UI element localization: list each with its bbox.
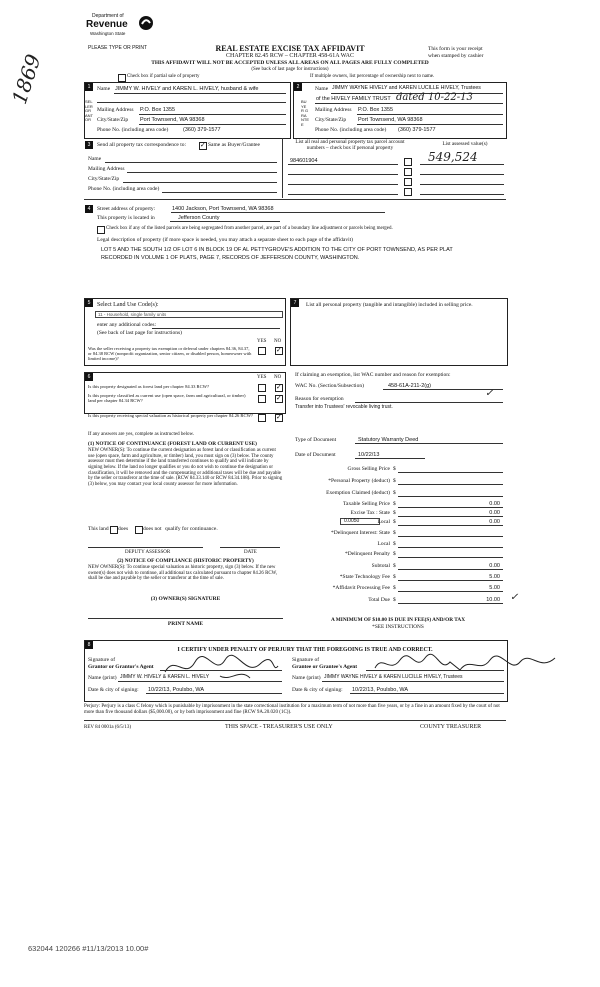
legal-label: Legal description of property (if more space is needed, you may attach a separate sheet to each page of the affidavit)	[97, 237, 353, 243]
notice-2-title: (2) NOTICE OF COMPLIANCE (HISTORIC PROPERTY)	[117, 558, 254, 564]
date-doc[interactable]: 10/22/13	[358, 452, 380, 458]
parcel-personal-checkbox-4[interactable]	[404, 188, 412, 196]
no-header-6: NO	[274, 375, 282, 380]
does-label: does	[118, 526, 129, 532]
treasurer-space: THIS SPACE - TREASURER'S USE ONLY	[225, 724, 333, 730]
grantee-date-label: Date & city of signing:	[292, 687, 343, 693]
date-doc-label: Date of Document	[295, 452, 336, 458]
land-use-select[interactable]: 11 - Household, single family units	[95, 311, 283, 318]
corr-city-label: City/State/Zip	[88, 176, 120, 182]
deputy-assessor-label: DEPUTY ASSESSOR	[125, 550, 171, 555]
segregated-checkbox[interactable]	[97, 226, 105, 234]
certify-statement: I CERTIFY UNDER PENALTY OF PERJURY THAT THE FOREGOING IS TRUE AND CORRECT.	[177, 647, 433, 653]
dollar-7: $	[393, 530, 396, 536]
form-chapter: CHAPTER 82.45 RCW – CHAPTER 458-61A WAC	[226, 53, 354, 59]
buyer-name-2[interactable]: of the HIVELY FAMILY TRUST	[316, 96, 391, 102]
partial-sale-checkbox[interactable]	[118, 74, 126, 82]
dollar-8: $	[393, 541, 396, 547]
does-checkbox[interactable]	[110, 526, 118, 534]
state-text: Washington State	[90, 31, 126, 36]
minimum-note: A MINIMUM OF $10.00 IS DUE IN FEE(S) AND/OR TAX	[330, 617, 466, 623]
grantor-sig-label: Signature of	[88, 657, 116, 663]
this-land-label: This land	[88, 526, 109, 532]
local-tax[interactable]: 0.00	[489, 519, 500, 525]
personal-deduct-label: *Personal Property (deduct)	[328, 478, 390, 484]
multiple-owners-note: If multiple owners, list percentage of ownership next to name.	[310, 74, 435, 79]
dollar-1: $	[393, 466, 396, 472]
type-doc[interactable]: Statutory Warranty Deed	[358, 437, 419, 443]
local-rate[interactable]: 0.0050	[340, 518, 380, 525]
legal-description[interactable]: LOT 5 AND THE SOUTH 1/2 OF LOT 6 IN BLOCK 19 OF AL PETTYGROVE'S ADDITION TO THE CITY OF PORT TOWNSEND, AS PER PLAT RECORDED IN VOLUME 1 OF PLATS, PAGE 7, RECORDS OF JEFFERSON COUNTY, WASHINGTON.	[101, 247, 453, 261]
segregated-label: Check box if any of the listed parcels are being segregated from another parcel, are part of a boundary line adjustment or parcels being merged.	[106, 226, 393, 231]
seller-city[interactable]: Port Townsend, WA 98368	[140, 117, 205, 123]
total-due-label: Total Due	[368, 597, 390, 603]
section-1-number: 1	[85, 83, 93, 91]
see-back-5: (See back of last page for instructions)	[97, 330, 182, 336]
form-notice: THIS AFFIDAVIT WILL NOT BE ACCEPTED UNLESS ALL AREAS ON ALL PAGES ARE FULLY COMPLETED	[151, 60, 429, 66]
exemption-deduct-label: Exemption Claimed (deduct)	[326, 490, 390, 496]
land-use-label: Select Land Use Code(s):	[97, 302, 159, 308]
assessed-value[interactable]: 549,524	[428, 150, 478, 164]
personal-property-label: List all personal property (tangible and intangible) included in selling price.	[306, 302, 473, 308]
buyer-city-label: City/State/Zip	[315, 117, 347, 123]
open-space-yes-checkbox[interactable]	[258, 395, 266, 403]
dollar-10: $	[393, 563, 396, 569]
grantee-date-city[interactable]: 10/22/13, Poulsbo, WA	[352, 687, 409, 693]
delinquent-penalty-label: *Delinquent Penalty	[344, 551, 390, 557]
exemption-no-checkbox[interactable]	[275, 347, 283, 355]
seller-side-label: SELLER GRANTOR	[85, 99, 93, 123]
total-check-mark: ✓	[510, 592, 519, 603]
notice-2-text: NEW OWNER(S): To continue special valuation as historic property, sign (3) below. If the new owner(s) does not wish to continue, all additional tax calculated pursuant to chapter 84.26 RCW, shall be due and payable by the seller or transferor at the time of sale.	[88, 565, 278, 582]
receipt-note-2: when stamped by cashier	[428, 53, 484, 59]
open-space-no-checkbox[interactable]	[275, 395, 283, 403]
dollar-4: $	[393, 501, 396, 507]
grantor-date-label: Date & city of signing:	[88, 687, 139, 693]
affidavit-fee[interactable]: 5.00	[489, 585, 500, 591]
historic-no-checkbox[interactable]	[275, 414, 283, 422]
buyer-name-label: Name	[315, 86, 329, 92]
section-3-number: 3	[85, 141, 93, 149]
grantee-signature[interactable]	[370, 650, 560, 676]
see-back-instructions: (See back of last page for instructions)	[251, 67, 329, 72]
yes-header-6: YES	[257, 375, 267, 380]
local-label: Local	[377, 519, 390, 525]
notice-1-text: NEW OWNER(S): To continue the current designation as forest land or classification as current use (open space, farm and agriculture, or timber) land, you must sign on (3) below. The county assessor must then determine if the land transferred continues to qualify and will indicate by signing below. If the land no longer qualifies or you do not wish to continue the designation or classification, it will be removed and the compensating or additional taxes will be due and payable by the seller or transferor at the time of sale. (RCW 84.33.140 or RCW 84.34.108). Prior to signing (3) below, you may contact your local county assessor for more information.	[88, 448, 283, 487]
section-7-number: 7	[291, 299, 299, 307]
located-label: This property is located in	[97, 215, 155, 221]
reason-label: Reason for exemption	[295, 396, 344, 402]
street-label: Street address of property:	[97, 206, 156, 212]
please-type: PLEASE TYPE OR PRINT	[88, 45, 148, 51]
same-as-buyer-checkbox[interactable]	[199, 142, 207, 150]
wac-number[interactable]: 458-61A-211-2(g)	[388, 383, 432, 389]
seller-name-label: Name	[97, 86, 111, 92]
exemption-yes-checkbox[interactable]	[258, 347, 266, 355]
grantor-date-city[interactable]: 10/22/13, Poulsbo, WA	[148, 687, 205, 693]
corr-mailing-label: Mailing Address	[88, 166, 125, 172]
taxable-price[interactable]: 0.00	[489, 501, 500, 507]
historic-question: Is this property receiving special valuation as historical property per chapter 84.26 RCW?	[88, 413, 253, 418]
buyer-phone-label: Phone No. (including area code)	[315, 127, 387, 133]
parcel-personal-checkbox-3[interactable]	[404, 178, 412, 186]
dollar-3: $	[393, 490, 396, 496]
seller-city-label: City/State/Zip	[97, 117, 129, 123]
exemption-question: Was the seller receiving a property tax exemption or deferral under chapters 84.36, 84.37, or 84.38 RCW (nonprofit organization, senior citizen, or disabled person, homeowner with limited income)?	[88, 346, 252, 362]
forest-question: Is this property designated as forest land per chapter 84.33 RCW?	[88, 384, 210, 389]
form-title: REAL ESTATE EXCISE TAX AFFIDAVIT	[215, 44, 365, 53]
dollar-11: $	[393, 574, 396, 580]
affidavit-fee-label: *Affidavit Processing Fee	[332, 585, 390, 591]
grantee-agent-label: Grantee or Grantee's Agent	[292, 664, 358, 670]
buyer-city[interactable]: Port Townsend, WA 98368	[358, 117, 423, 123]
gross-price-label: Gross Selling Price	[347, 466, 390, 472]
taxable-price-label: Taxable Selling Price	[343, 501, 390, 507]
delinquent-local-label: Local	[377, 541, 390, 547]
section-4-number: 4	[85, 205, 93, 213]
assessed-header: List assessed value(s)	[442, 141, 488, 147]
street-address[interactable]: 1400 Jackson, Port Townsend, WA 98368	[172, 206, 274, 212]
excise-state-label: Excise Tax : State	[350, 510, 390, 516]
same-as-buyer-label: Same as Buyer/Grantee	[208, 142, 260, 148]
revenue-logo	[86, 14, 156, 42]
seller-phone-label: Phone No. (including area code)	[97, 127, 169, 133]
perjury-notice: Perjury: Perjury is a class C felony which is punishable by imprisonment in the state correctional institution for a maximum term of not more than five years, or by a fine in an amount fixed by the court of not more than five thousand dollars ($5,000.00), or by both imprisonment and fine (RCW 9A.20.020 (1C)).	[84, 704, 500, 715]
seller-phone[interactable]: (360) 379-1577	[183, 127, 221, 133]
owner-signature-label: (3) OWNER(S) SIGNATURE	[150, 596, 221, 602]
parcel-header: List all real and personal property tax parcel account numbers – check box if personal property	[295, 139, 405, 151]
dollar-9: $	[393, 551, 396, 557]
print-name-label: PRINT NAME	[167, 621, 204, 627]
section-6-number: 6	[85, 373, 93, 381]
section-2-number: 2	[294, 83, 302, 91]
grantee-name-label: Name (print)	[292, 675, 321, 681]
buyer-name[interactable]: JIMMY WAYNE HIVELY and KAREN LUCILLE HIVELY, Trustees	[332, 85, 481, 91]
delinquent-state-label: *Delinquent Interest: State	[331, 530, 390, 536]
seller-mailing-label: Mailing Address	[97, 107, 134, 113]
forest-yes-checkbox[interactable]	[258, 384, 266, 392]
subtotal-label: Subtotal	[371, 563, 390, 569]
type-doc-label: Type of Document	[295, 437, 337, 443]
total-due[interactable]: 10.00	[486, 597, 500, 603]
parcel-personal-checkbox-1[interactable]	[404, 158, 412, 166]
grantee-print-name[interactable]: JIMMY WAYNE HIVELY & KAREN LUCILLE HIVELY, Trustees	[324, 674, 463, 680]
dated-note: dated 10-22-13	[396, 92, 473, 103]
wac-label: WAC No. (Section/Subsection)	[295, 383, 364, 389]
historic-yes-checkbox[interactable]	[258, 414, 266, 422]
seller-name[interactable]: JIMMY W. HIVELY and KAREN L. HIVELY, husband & wife	[115, 86, 259, 92]
dollar-12: $	[393, 585, 396, 591]
additional-codes-label: enter any additional codes:	[97, 322, 157, 328]
buyer-side-label: BUYER GRANTEE	[301, 99, 309, 127]
receipt-note: This form is your receipt	[428, 46, 483, 52]
reason-text[interactable]: Transfer into Trustees' revocable living trust.	[295, 404, 393, 410]
no-header-5: NO	[274, 339, 282, 344]
buyer-mailing-label: Mailing Address	[315, 107, 352, 113]
dollar-2: $	[393, 478, 396, 484]
buyer-phone[interactable]: (360) 379-1577	[398, 127, 436, 133]
if-any-yes: If any answers are yes, complete as instructed below.	[88, 432, 195, 437]
section-8-number: 8	[85, 641, 93, 649]
buyer-mailing[interactable]: P.O. Box 1355	[358, 107, 394, 113]
tech-fee[interactable]: 5.00	[489, 574, 500, 580]
see-instructions: *SEE INSTRUCTIONS	[372, 624, 424, 630]
notice-1-title: (1) NOTICE OF CONTINUANCE (FOREST LAND OR CURRENT USE)	[88, 441, 257, 447]
open-space-question: Is this property classified as current use (open space, farm and agricultural, or timber) land per chapter 84.34 RCW?	[88, 393, 246, 404]
dept-line: Department of	[92, 13, 124, 19]
grantor-name-label: Name (print)	[88, 675, 117, 681]
does-not-checkbox[interactable]	[135, 526, 143, 534]
rev-number: REV 84 0001a (6/5/13)	[84, 725, 131, 730]
tech-fee-label: *State Technology Fee	[339, 574, 390, 580]
recording-stamp: 632044 120266 #11/13/2013 10.00#	[28, 944, 149, 953]
subtotal[interactable]: 0.00	[489, 563, 500, 569]
reason-check-mark: ✓	[485, 388, 494, 399]
dollar-6: $	[393, 519, 396, 525]
section-5-number: 5	[85, 299, 93, 307]
located-county[interactable]: Jefferson County	[178, 215, 220, 221]
partial-sale-label: Check box if partial sale of property	[127, 74, 200, 79]
parcel-number[interactable]: 984601904	[290, 158, 318, 164]
corr-name-label: Name	[88, 156, 102, 162]
grantor-agent-label: Grantor or Grantor's Agent	[88, 664, 154, 670]
yes-header-5: YES	[257, 339, 267, 344]
seller-mailing[interactable]: P.O. Box 1355	[140, 107, 176, 113]
revenue-swirl-icon	[138, 15, 154, 31]
send-correspondence-label: Send all property tax correspondence to:	[97, 142, 187, 148]
does-not-label: does not	[143, 526, 162, 532]
forest-no-checkbox[interactable]	[275, 384, 283, 392]
excise-state[interactable]: 0.00	[489, 510, 500, 516]
county-treasurer: COUNTY TREASURER	[420, 724, 482, 730]
qualify-label: qualify for continuance.	[165, 526, 218, 532]
parcel-personal-checkbox-2[interactable]	[404, 168, 412, 176]
margin-note: 1869	[7, 51, 46, 108]
date-label: DATE	[244, 550, 257, 555]
dollar-5: $	[393, 510, 396, 516]
claiming-exemption: If claiming an exemption, list WAC number and reason for exemption:	[295, 372, 451, 378]
dollar-13: $	[393, 597, 396, 603]
grantee-sig-label: Signature of	[292, 657, 320, 663]
corr-phone-label: Phone No. (including area code)	[88, 186, 160, 192]
grantor-print-name[interactable]: JIMMY W. HIVELY & KAREN L. HIVELY	[120, 674, 210, 680]
brand-text: Revenue	[86, 19, 128, 30]
